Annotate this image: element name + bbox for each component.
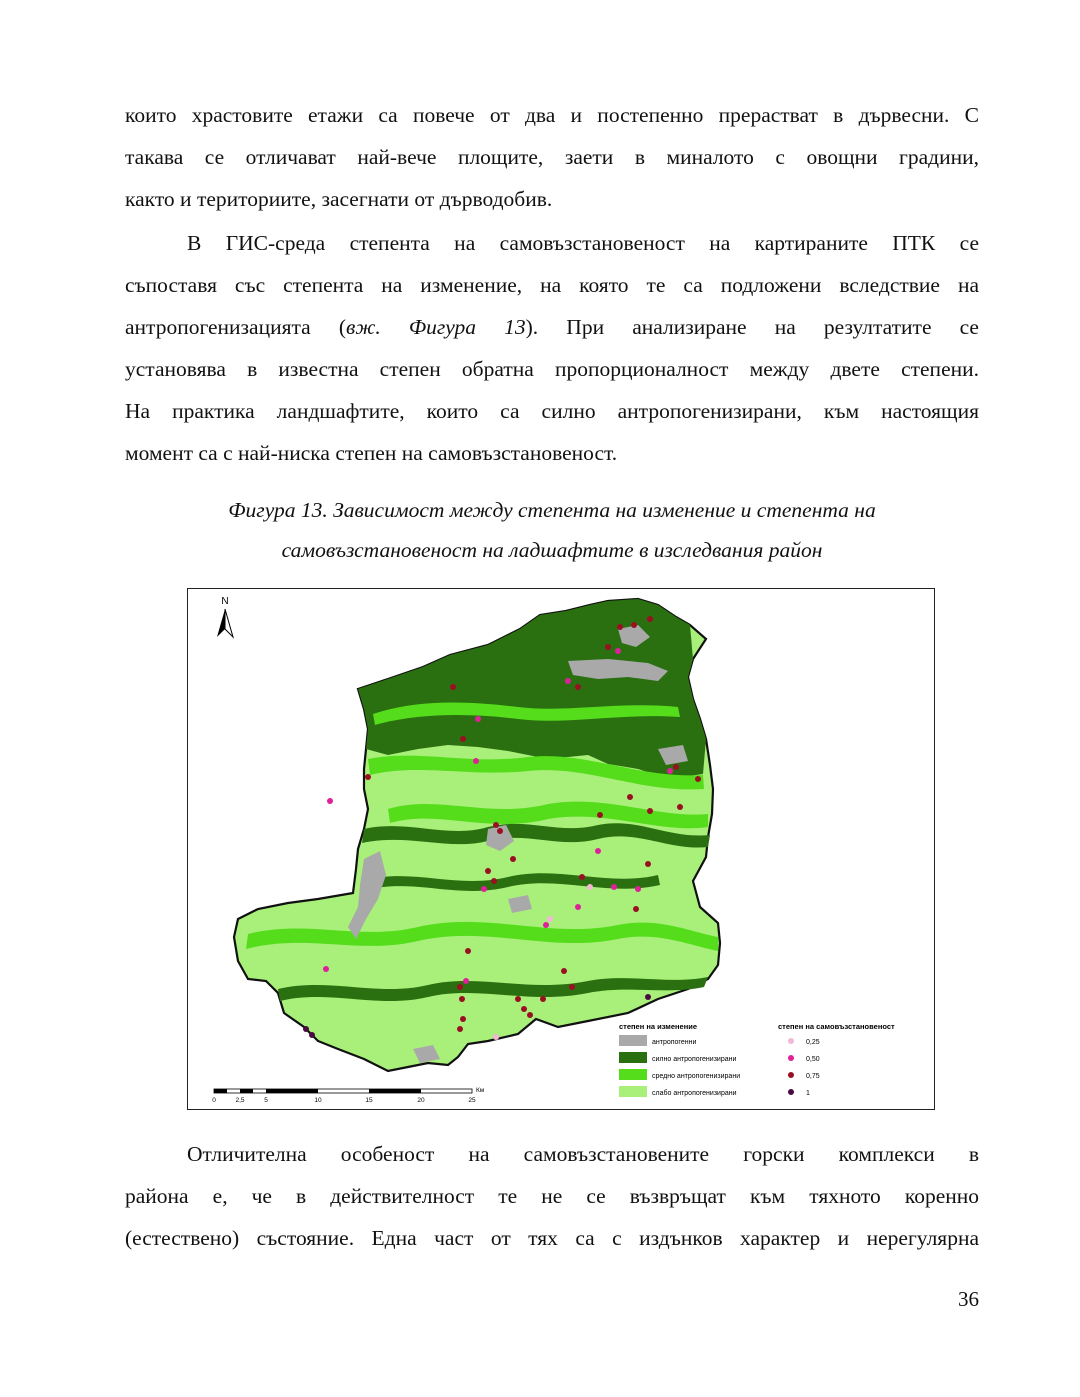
legend-label: средно антропогенизирани xyxy=(652,1073,741,1080)
caption-label: Фигура 13 xyxy=(228,498,323,522)
recovery-point xyxy=(547,916,553,922)
recovery-point xyxy=(497,828,503,834)
paragraph-2 xyxy=(125,222,979,474)
legend-swatch xyxy=(619,1052,647,1063)
legend-change xyxy=(619,1022,740,1097)
legend-change-title: степен на изменение xyxy=(619,1022,697,1031)
paragraph-1 xyxy=(125,94,979,220)
recovery-point xyxy=(493,822,499,828)
recovery-point xyxy=(579,874,585,880)
recovery-point xyxy=(485,868,491,874)
recovery-point xyxy=(515,996,521,1002)
recovery-point xyxy=(615,648,621,654)
scale-label: 25 xyxy=(468,1097,476,1104)
legend-swatch xyxy=(619,1069,647,1080)
legend-recovery-title: степен на самовъзстановеност xyxy=(778,1022,895,1031)
recovery-point xyxy=(473,758,479,764)
recovery-point xyxy=(575,904,581,910)
figure-reference: вж. Фигура 13 xyxy=(345,315,526,339)
recovery-point xyxy=(309,1032,315,1038)
recovery-point xyxy=(481,886,487,892)
scale-label: 15 xyxy=(365,1097,373,1104)
recovery-point xyxy=(605,644,611,650)
legend-dot xyxy=(788,1089,794,1095)
text-line: съпоставя със степента на изменение, на която те са подложени вследствие на xyxy=(125,273,979,297)
recovery-point xyxy=(667,768,673,774)
recovery-point xyxy=(565,678,571,684)
recovery-point xyxy=(645,994,651,1000)
text-line: момент са с най-ниска степен на самовъзстановеност. xyxy=(125,441,618,465)
recovery-point xyxy=(460,736,466,742)
text-line: Отличителна особеност на самовъзстановените горски комплекси в xyxy=(187,1142,979,1166)
text-line: района е, че в действителност те не се възвръщат към тяхното коренно xyxy=(125,1184,979,1208)
recovery-point xyxy=(327,798,333,804)
legend-label: 0,75 xyxy=(806,1073,820,1080)
legend-recovery xyxy=(778,1022,895,1097)
legend-dot xyxy=(788,1072,794,1078)
figure-caption xyxy=(125,490,979,570)
recovery-point xyxy=(595,848,601,854)
recovery-point xyxy=(597,812,603,818)
recovery-point xyxy=(611,884,617,890)
north-arrow-icon xyxy=(217,609,233,637)
recovery-point xyxy=(510,856,516,862)
recovery-point xyxy=(303,1026,309,1032)
recovery-point xyxy=(695,776,701,782)
scale-label: 2,5 xyxy=(235,1097,245,1104)
legend-swatch xyxy=(619,1086,647,1097)
legend-dot xyxy=(788,1038,794,1044)
text-line: В ГИС-среда степента на самовъзстановеност на картираните ПТК се xyxy=(187,231,979,255)
recovery-point xyxy=(635,886,641,892)
scale-label: 0 xyxy=(212,1097,216,1104)
recovery-point xyxy=(633,906,639,912)
recovery-point xyxy=(587,884,593,890)
recovery-point xyxy=(465,948,471,954)
recovery-point xyxy=(491,878,497,884)
recovery-point xyxy=(561,968,567,974)
text-line: които храстовите етажи са повече от два и постепенно прерастват в дървесни. С xyxy=(125,103,979,127)
recovery-point xyxy=(521,1006,527,1012)
recovery-point xyxy=(475,716,481,722)
legend-label: слабо антропогенизирани xyxy=(652,1090,737,1097)
scale-unit: Км xyxy=(476,1087,485,1094)
text-line: (естествено) състояние. Една част от тях са с издънков характер и нерегулярна xyxy=(125,1226,979,1250)
text-segment: ). При анализиране на резултатите се xyxy=(525,315,979,339)
legend-label: 0,50 xyxy=(806,1056,820,1063)
text-segment: антропогенизацията ( xyxy=(125,315,346,339)
page-number: 36 xyxy=(958,1287,979,1311)
recovery-point xyxy=(569,984,575,990)
recovery-point xyxy=(457,1026,463,1032)
map-figure xyxy=(187,588,935,1110)
north-label: N xyxy=(221,596,229,607)
recovery-point xyxy=(463,978,469,984)
legend-label: 1 xyxy=(806,1090,810,1097)
recovery-point xyxy=(450,684,456,690)
text-line: На практика ландшафтите, които са силно антропогенизирани, към настоящия xyxy=(125,399,979,423)
recovery-point xyxy=(527,1012,533,1018)
recovery-point xyxy=(323,966,329,972)
scale-label: 10 xyxy=(314,1097,322,1104)
legend-dot xyxy=(788,1055,794,1061)
recovery-point xyxy=(647,616,653,622)
paragraph-3 xyxy=(125,1133,979,1259)
recovery-point xyxy=(673,764,679,770)
recovery-point xyxy=(493,1034,499,1040)
recovery-point xyxy=(543,922,549,928)
caption-text: . Зависимост между степента на изменение и степента на xyxy=(322,498,876,522)
recovery-point xyxy=(677,804,683,810)
recovery-point xyxy=(647,808,653,814)
map-svg xyxy=(188,589,934,1109)
legend-label: 0,25 xyxy=(806,1039,820,1046)
recovery-point xyxy=(460,1016,466,1022)
text-line xyxy=(125,306,979,348)
text-line: установява в известна степен обратна пропорционалност между двете степени. xyxy=(125,357,979,381)
recovery-point xyxy=(617,624,623,630)
text-line: такава се отличават най-вече площите, заети в миналото с овощни градини, xyxy=(125,145,979,169)
legend-label: силно антропогенизирани xyxy=(652,1056,737,1063)
recovery-point xyxy=(645,861,651,867)
recovery-point xyxy=(540,996,546,1002)
recovery-point xyxy=(365,774,371,780)
legend-label: антропогенни xyxy=(652,1039,697,1046)
recovery-point xyxy=(459,996,465,1002)
region-map xyxy=(234,599,720,1071)
text-line: както и териториите, засегнати от дърводобив. xyxy=(125,187,553,211)
recovery-point xyxy=(631,622,637,628)
caption-text: самовъзстановеност на ладшафтите в изследвания район xyxy=(281,538,823,562)
scale-label: 20 xyxy=(417,1097,425,1104)
recovery-point xyxy=(457,984,463,990)
recovery-point xyxy=(575,684,581,690)
scale-bar xyxy=(212,1087,485,1104)
legend-swatch xyxy=(619,1035,647,1046)
recovery-point xyxy=(627,794,633,800)
scale-label: 5 xyxy=(264,1097,268,1104)
